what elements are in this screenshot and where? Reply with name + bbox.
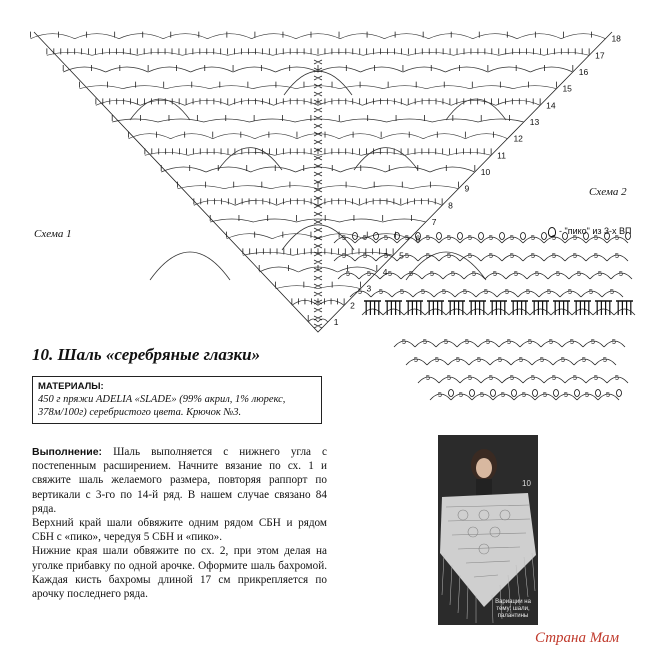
chart2-arch [593,309,614,315]
chart2-count: 5 [615,253,619,260]
chart-row-number: 10 [480,167,491,177]
chart2-count: 5 [388,271,392,278]
chart2-count: 5 [573,235,577,242]
chart2-count: 5 [472,271,476,278]
chart2-count: 5 [615,235,619,242]
picot-loop-icon [374,233,379,240]
chart2-count: 5 [570,339,574,346]
chart2-count: 5 [577,271,581,278]
chart2-count: 5 [346,271,350,278]
chart2-count: 5 [409,271,413,278]
chart2-count: 5 [582,357,586,364]
chart2-count: 5 [573,375,577,382]
chart2-count: 5 [342,253,346,260]
chart2-count: 5 [556,271,560,278]
chart2-count: 5 [585,392,589,399]
chart-row-number: 8 [448,200,453,211]
picot-loop-icon [500,233,505,240]
chart2-count: 5 [594,375,598,382]
chart2-count: 5 [510,235,514,242]
chart-row-arches [31,34,606,39]
chart2-count: 5 [598,271,602,278]
shawl-photo [438,435,538,625]
chart-row-arches [161,167,475,172]
picot-loop-icon [596,390,601,397]
picot-loop-icon [491,390,496,397]
chart2-count: 5 [363,235,367,242]
chart2-count: 5 [510,375,514,382]
chart2-shell [471,301,484,315]
chart2-count: 5 [484,289,488,296]
chart2-count: 5 [456,357,460,364]
picot-loop-icon [533,390,538,397]
chart-row-number: 14 [546,100,556,111]
chart2-count: 5 [552,235,556,242]
chart2-count: 5 [615,375,619,382]
chart2-shell [408,301,421,315]
chart2-count: 5 [477,357,481,364]
chart2-count: 5 [468,235,472,242]
chart2-count: 5 [535,271,539,278]
chart2-shell [429,301,442,315]
photo-number: 10 [522,479,531,488]
chart2-count: 5 [468,253,472,260]
instructions-paragraph: Нижние края шали обвяжите по сх. 2, при этом делая на уголке прибавку по одной арочке. Оформите шаль бахромой. Каждая кисть бахромы длиной 17 см прикрепляется по арочку последнего ряда. [32,545,327,601]
chart-row-number: 12 [513,133,523,144]
chart-fan-arch [150,252,230,280]
chart2-count: 5 [505,289,509,296]
chart-row-number: 4 [382,267,388,277]
chart2-count: 5 [400,289,404,296]
picot-loop-icon [353,233,358,240]
chart2-count: 5 [493,271,497,278]
chart2-count: 5 [447,235,451,242]
chart2-count: 5 [564,392,568,399]
chart2-count: 5 [430,271,434,278]
chart2-arch [488,309,509,315]
chart2-shell [450,301,463,315]
chart2-count: 5 [603,357,607,364]
materials-text: 450 г пряжи ADELIA «SLADE» (99% акрил, 1% люрекс, 378м/100г) серебристого цвета. Крючок №3. [38,394,286,418]
chart2-count: 5 [405,235,409,242]
chart2-shell [576,301,589,315]
chart-row-number: 17 [595,50,605,61]
chart2-count: 5 [489,235,493,242]
picot-loop-icon [470,390,475,397]
chart2-count: 5 [528,339,532,346]
chart2-count: 5 [480,392,484,399]
chart2-arch [509,309,530,315]
chart2-count: 5 [501,392,505,399]
chart2-count: 5 [465,339,469,346]
chart-row-stitches [31,32,592,38]
chart-row-arches [129,134,508,139]
chart2-shell [513,301,526,315]
materials-box [32,376,322,424]
picot-loop-icon [542,233,547,240]
picot-loop-icon [416,233,421,240]
chart2-count: 5 [514,271,518,278]
picot-loop-icon [617,390,622,397]
chart-row-arches [112,119,524,122]
chart-row-number: 13 [529,117,540,127]
chart2-count: 5 [561,357,565,364]
chart2-count: 5 [423,339,427,346]
chart2-count: 5 [549,339,553,346]
chart2-count: 5 [510,253,514,260]
chart2-count: 5 [367,271,371,278]
chart2-count: 5 [568,289,572,296]
chart-row-number: 11 [497,150,506,161]
chart2-shell [555,301,568,315]
chart-row-number: 18 [611,33,621,44]
chart2-count: 5 [489,253,493,260]
materials-header: МАТЕРИАЛЫ: [38,381,104,392]
chart2-count: 5 [363,253,367,260]
chart2-count: 5 [489,375,493,382]
chart2-count: 5 [451,271,455,278]
picot-loop-icon [521,233,526,240]
chart2-count: 5 [459,392,463,399]
picot-loop-icon [563,233,568,240]
chart2-count: 5 [402,339,406,346]
chart2-count: 5 [591,339,595,346]
chart-1-label: Схема 1 [34,228,72,240]
instructions-header: Выполнение: [32,446,103,458]
chart-row-number: 9 [464,183,470,194]
chart2-count: 5 [531,235,535,242]
chart-2-legend: - "пико" из 3-х ВП [548,226,631,237]
picot-loop-icon [626,233,631,240]
chart2-arch [383,309,404,315]
chart2-count: 5 [589,289,593,296]
chart-row-number: 15 [562,83,572,94]
instructions [32,445,327,601]
picot-loop-icon [395,233,400,240]
picot-loop-icon [512,390,517,397]
chart-row-arches [308,319,328,322]
picot-loop-icon [584,233,589,240]
chart2-count: 5 [442,289,446,296]
chart-row-stitches [112,115,509,121]
picot-loop-icon [479,233,484,240]
chart-fan-arch [130,99,190,120]
chart2-count: 5 [358,289,362,296]
chart2-count: 5 [414,357,418,364]
chart-row-number: 1 [333,317,339,327]
chart2-count: 5 [426,253,430,260]
chart2-shell [366,301,379,315]
chart2-count: 5 [552,253,556,260]
chart2-arch [572,309,593,315]
chart2-arch [362,309,383,315]
chart2-count: 5 [526,289,530,296]
chart2-count: 5 [540,357,544,364]
chart2-count: 5 [531,253,535,260]
chart-2-label: Схема 2 [589,186,627,198]
chart2-count: 5 [426,235,430,242]
chart-row-stitches [178,182,459,188]
chart2-count: 5 [438,392,442,399]
chart-row-number: 7 [431,217,437,227]
chart2-arch [614,309,635,315]
chart2-count: 5 [522,392,526,399]
chart2-arch [530,309,551,315]
chart2-shell [534,301,547,315]
chart2-count: 5 [384,235,388,242]
chart2-shell [492,301,505,315]
chart2-count: 5 [447,253,451,260]
chart-row-number: 6 [415,233,421,244]
chart2-arch [467,309,488,315]
chart2-count: 5 [463,289,467,296]
chart-row-number: 5 [399,250,404,261]
chart2-count: 5 [547,289,551,296]
chart2-count: 5 [435,357,439,364]
instructions-paragraph: Верхний край шали обвяжите одним рядом СБН и рядом СБН с «пико», чередуя 5 СБН и «пико». [32,517,327,544]
chart2-count: 5 [447,375,451,382]
chart2-count: 5 [619,271,623,278]
picot-loop-icon [437,233,442,240]
site-watermark: Страна Мам [535,630,620,646]
chart2-count: 5 [444,339,448,346]
picot-loop-icon [605,233,610,240]
chart2-count: 5 [606,392,610,399]
chart2-count: 5 [342,235,346,242]
chart-fan-arch [284,71,352,95]
chart2-count: 5 [543,392,547,399]
chart-fan-arch [446,99,506,120]
chart2-count: 5 [486,339,490,346]
chart-row-number: 2 [350,300,355,311]
chart2-count: 5 [610,289,614,296]
picot-loop-icon [575,390,580,397]
chart2-count: 5 [573,253,577,260]
chart2-count: 5 [507,339,511,346]
article-title: 10. Шаль «серебряные глазки» [32,345,261,364]
instructions-paragraph: Выполнение: Шаль выполняется с нижнего угла с постепенным расширением. Начните вязание по сх. 1 и свяжите шаль желаемого размера, повторяя раппорт по вертикали с 3-го по 14-й ряд. В нашем случае связано 84 ряда. [32,446,327,515]
chart2-arch [404,309,425,315]
chart2-arch [425,309,446,315]
chart2-count: 5 [498,357,502,364]
chart-row-number: 16 [578,67,589,77]
chart2-shell [597,301,610,315]
chart2-count: 5 [468,375,472,382]
chart2-count: 5 [379,289,383,296]
chart2-arch [551,309,572,315]
chart2-arch [446,309,467,315]
chart2-count: 5 [594,235,598,242]
picot-loop-icon [458,233,463,240]
chart2-count: 5 [594,253,598,260]
chart2-shell [387,301,400,315]
chart2-count: 5 [612,339,616,346]
picot-loop-icon [554,390,559,397]
picot-loop-icon [449,390,454,397]
chart2-shell [618,301,631,315]
chart2-count: 5 [426,375,430,382]
chart-row-stitches [80,82,557,88]
chart2-count: 5 [384,253,388,260]
crochet-chart-2 [330,215,650,420]
chart2-count: 5 [531,375,535,382]
chart-row-number: 3 [366,283,372,294]
chart2-count: 5 [421,289,425,296]
chart2-count: 5 [552,375,556,382]
chart2-count: 5 [519,357,523,364]
chart2-count: 5 [405,253,409,260]
photo-caption: Вариации на тему: шали, палантины [495,599,531,619]
